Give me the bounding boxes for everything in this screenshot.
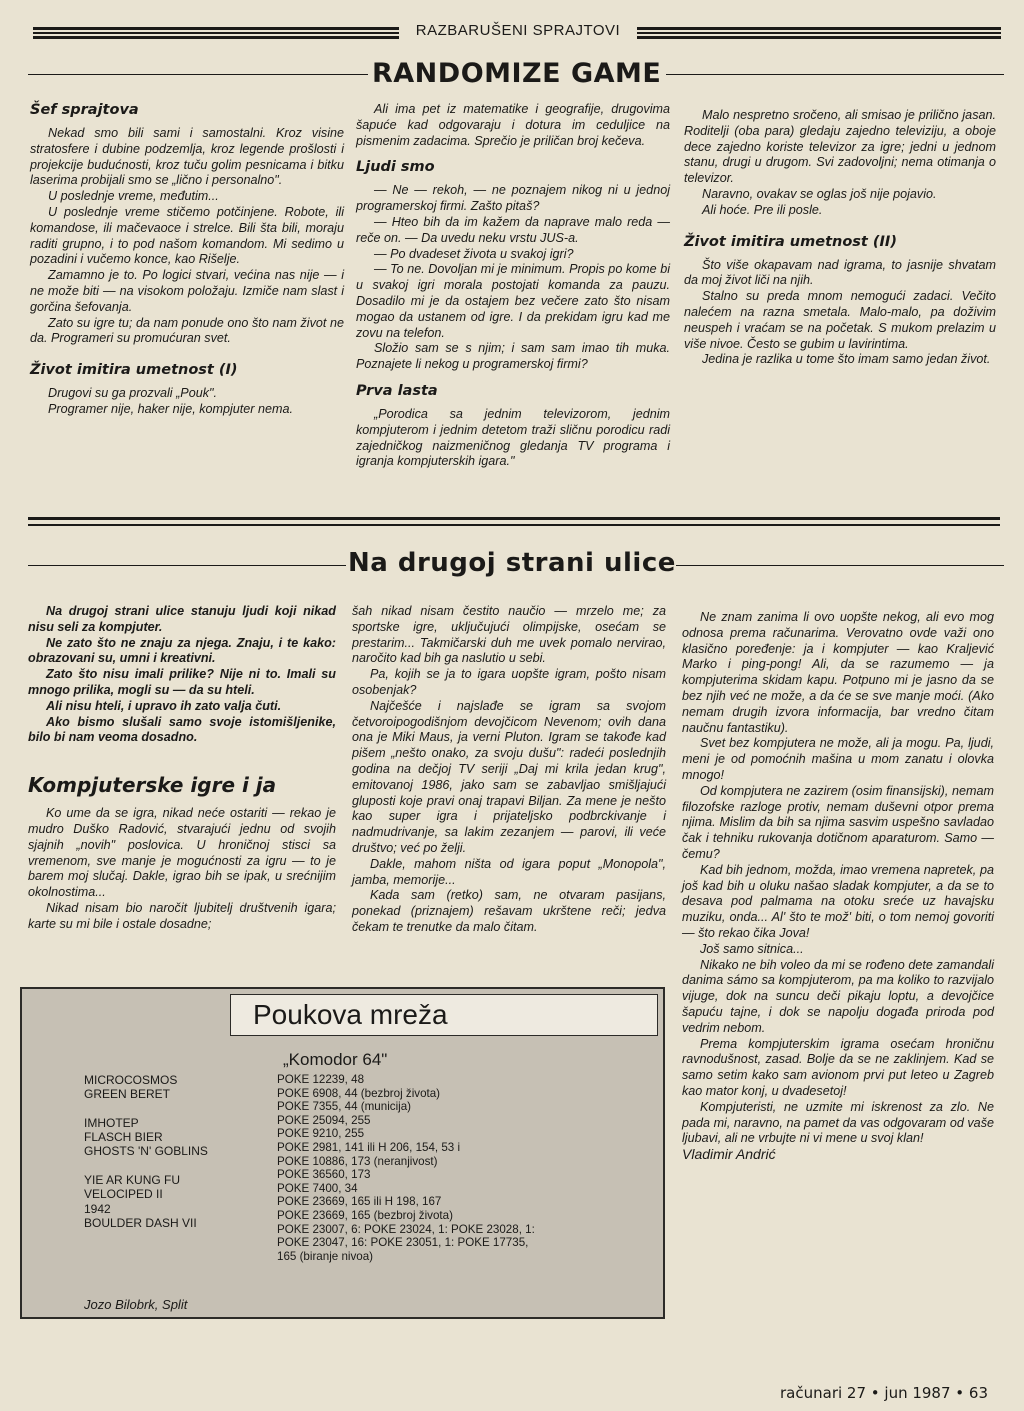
paragraph: — Ne — rekoh, — ne poznajem nikog ni u jednoj programerskoj firmi. Zašto pitaš? <box>356 183 670 214</box>
poke-line: POKE 7400, 34 <box>277 1181 358 1195</box>
game-name: MICROCOSMOS <box>84 1073 178 1087</box>
paragraph: Što više okapavam nad igrama, to jasnije shvatam da moj život liči na njih. <box>684 257 996 288</box>
platform-subtitle: „Komodor 64" <box>283 1050 388 1069</box>
paragraph: Dakle, mahom ništa od igara poput „Monopola", jamba, memorije... <box>352 856 666 887</box>
poke-line: POKE 25094, 255 <box>277 1113 371 1127</box>
lead-paragraph: Ali nisu hteli, i upravo ih zato valja čuti. <box>46 698 282 713</box>
game-spacer <box>84 1159 274 1173</box>
article1-column-2 <box>356 102 670 470</box>
paragraph: — Hteo bih da im kažem da naprave malo reda — reče on. — Da uvedu neku vrstu JUS-a. <box>356 214 670 245</box>
poke-line: POKE 23669, 165 (bezbroj života) <box>277 1208 453 1222</box>
paragraph: Kad bih jednom, možda, imao vremena napretek, pa još kad bih u oluku našao sladak kompjuter, a da se to desava pod palmama na otoku sreće uz havajsku muziku, onda... Al' što te mož' biti, o tom nemoj govoriti — što rekao čika Jova! <box>682 862 994 940</box>
poke-line: 165 (biranje nivoa) <box>277 1249 374 1263</box>
poke-line: POKE 23007, 6: POKE 23024, 1: POKE 23028, 1: <box>277 1222 535 1236</box>
title2-rule-left <box>28 565 346 566</box>
article2-column-2 <box>352 604 666 936</box>
paragraph: U poslednje vreme, međutim... <box>48 189 219 204</box>
section-heading: Prva lasta <box>356 382 438 399</box>
lead-paragraph: Ne zato što ne znaju za njega. Znaju, i te kako: obrazovani su, umni i kreativni. <box>28 635 336 666</box>
paragraph: Prema kompjuterskim igrama osećam hroničnu ravnodušnost, zasad. Bolje da se ne zaklinjem. Kad se samo setim kako sam avionom prvi put leteo u Zagreb kao mator konj, u dvadesetoj! <box>682 1036 994 1098</box>
article-separator <box>28 517 1000 526</box>
tips-box-title: Poukova mreža <box>230 994 658 1036</box>
poke-list <box>277 1049 622 1263</box>
section-heading: Život imitira umetnost (I) <box>30 362 238 379</box>
poke-line: POKE 36560, 173 <box>277 1168 371 1182</box>
paragraph: Ko ume da se igra, nikad neće ostariti — rekao je mudro Duško Radović, stvarajući jednu od svojih sjajnih „novih" poslovica. U hroničnoj stisci sa vremenom, sve manje je mogućnosti za igru — to je barem moj slučaj. Dakle, igrao bih se ipak, u srećnijim okolnostima... <box>28 806 336 900</box>
paragraph: Ali ima pet iz matematike i geografije, drugovima šapuće kad odgovaraju i dotura im ceduljice na pismenim zadacima. Sprečio je priličan broj kečeva. <box>356 102 670 148</box>
game-name: BOULDER DASH VII <box>84 1215 197 1230</box>
poke-line: POKE 23047, 16: POKE 23051, 1: POKE 17735, <box>277 1236 529 1250</box>
poke-line: POKE 7355, 44 (municija) <box>277 1100 412 1114</box>
game-name: VELOCIPED II <box>84 1187 163 1202</box>
game-list <box>84 1073 274 1230</box>
paragraph: Kompjuteristi, ne uzmite mi iskrenost za zlo. Ne pada mi, naravno, na pamet da vas odgovaram od vaše ljubavi, ali ne vrbujte ni vi mene u svoj klan! <box>682 1099 994 1146</box>
poke-line: POKE 10886, 173 (neranjivost) <box>277 1154 438 1168</box>
paragraph: Još samo sitnica... <box>700 941 804 956</box>
tips-author: Jozo Bilobrk, Split <box>84 1297 188 1312</box>
paragraph: U poslednje vreme stičemo potčinjene. Robote, ili komandose, ili mačevaoce i strelce. Bili šta bili, moraju raditi grupno, i to pod našom komandom. Mi sedimo u pozadini i vučemo konce, kao Rišelje. <box>30 204 344 267</box>
article-title: RANDOMIZE GAME <box>372 58 662 89</box>
title2-rule-right <box>676 565 1004 566</box>
poke-line: POKE 12239, 48 <box>277 1073 365 1086</box>
paragraph: Programer nije, haker nije, kompjuter nema. <box>48 401 293 416</box>
lead-paragraph: Na drugoj strani ulice stanuju ljudi koji nikad nisu seli za kompjuter. <box>28 604 336 634</box>
paragraph: Stalno su preda mnom nemogući zadaci. Večito nalećem na razna smetala. Malo-malo, pa doživim neuspeh i vraćam se na početak. S mukom prelazim u više nivoe. Često se gubim u lavirintima. <box>684 289 996 351</box>
paragraph: šah nikad nisam čestito naučio — mrzelo me; za sportske igre, uključujući olimpijske, osećam se prestarim... Takmičarski duh me uvek pomalo nervirao, naročito kad bih ga naslutio u sebi. <box>352 604 666 666</box>
section-label: RAZBARUŠENI SPRAJTOVI <box>415 22 621 39</box>
paragraph: Svet bez kompjutera ne može, ali ja mogu. Pa, ljudi, meni je od pomoćnih mašina u mom zanatu i olovka mnogo! <box>682 736 994 782</box>
article2-column-1 <box>28 604 336 933</box>
paragraph: Drugovi su ga prozvali „Pouk". <box>48 386 217 401</box>
paragraph: — Po dvadeset života u svakoj igri? <box>374 246 574 261</box>
paragraph: Nikad nisam bio naročit ljubitelj društvenih igara; karte su mi bile i ostale dosadne; <box>28 900 336 931</box>
poke-line: POKE 23669, 165 ili H 198, 167 <box>277 1195 442 1209</box>
paragraph: Zamamno je to. Po logici stvari, većina nas nije — i ne može biti — na visokom položaju. Izmiče nam slast i gorčina šefovanja. <box>30 268 344 314</box>
header-rule-left <box>33 27 399 39</box>
section-heading: Ljudi smo <box>356 159 435 176</box>
game-spacer <box>84 1102 274 1116</box>
header-rule-right <box>637 27 1001 39</box>
paragraph: Od kompjutera ne zazirem (osim finansijski), nemam filozofske razloge protiv, nemam duševni otpor prema njima. Mislim da bih sa njima sasvim uspešno savladao čak i tehniku rukovanja dotičnom aparaturom. Samo — čemu? <box>682 783 994 861</box>
page-footer: računari 27 • jun 1987 • 63 <box>780 1384 988 1402</box>
article2-title: Na drugoj strani ulice <box>348 548 676 578</box>
article1-column-1 <box>30 92 344 418</box>
game-name: GREEN BERET <box>84 1087 171 1102</box>
paragraph: Kada sam (retko) sam, ne otvaram pasijans, ponekad (priznajem) rešavam ukrštene reči; jedva čekam te trenutke da malo čitam. <box>352 888 666 934</box>
article2-subheading: Kompjuterske igre i ja <box>28 773 277 798</box>
tips-box <box>20 987 665 1319</box>
paragraph: Ne znam zanima li ovo uopšte nekog, ali evo mog odnosa prema računarima. Verovatno ovde važi ono klasično poređenje: ja i kompjuter — kao Kraljević Marko i ping-pong! Ali, da se razumemo — ja kompjuterima skidam kapu. Potpuno mi je jasno da se bez njih već ne može, a da će se sve manje moći. (Ako nemam drugih izvora informacija, bar vredno čitam naučnu fantastiku). <box>682 610 994 735</box>
title-rule-left <box>28 74 368 75</box>
paragraph: — To ne. Dovoljan mi je minimum. Propis po kome bi u svakoj igri morala postojati komanda za pauzu. Dosadilo mi je da ostajem bez večere zato što nisam mogao da ustanem od igre. I da prekidam igru kad me zovu na telefon. <box>356 262 670 340</box>
paragraph: Jedina je razlika u tome što imam samo jedan život. <box>702 352 991 367</box>
paragraph: Složio sam se s njim; i sam sam imao tih muka. Poznajete li nekog u programerskoj firmi? <box>356 341 670 372</box>
lead-paragraph: Zato što nisu imali prilike? Nije ni to. Imali su mnogo prilika, mogli su — da su hteli. <box>28 667 336 697</box>
paragraph: Nikako ne bih voleo da mi se rođeno dete zamandali danima sámo sa kompjuterom, pa ma koliko to razvijalo vijuge, dok na suncu deči pikaju loptu, a devojčice šapuću tajne, i dok se napolju događa priroda pod vedrim nebom. <box>682 957 994 1035</box>
poke-line: POKE 2981, 141 ili H 206, 154, 53 i <box>277 1140 461 1154</box>
paragraph: Pa, kojih se ja to igara uopšte igram, pošto nisam osobenjak? <box>352 667 666 697</box>
section-heading: Život imitira umetnost (II) <box>684 233 897 250</box>
game-name: GHOSTS 'N' GOBLINS <box>84 1144 208 1159</box>
paragraph: Nekad smo bili sami i samostalni. Kroz visine stratosfere i dubine podzemlja, kroz legende prošlosti i projekcije budućnosti, kroz tuču golim pesnicama i bitku laserima probijali smo se „lično i personalno". <box>30 126 344 188</box>
game-name: IMHOTEP <box>84 1115 139 1130</box>
paragraph: Najčešće i najslađe se igram sa svojom četvoroipogodišnjom devojčicom Nevenom; ovih dana ona je Miki Maus, ja verni Pluton. Igram se takođe kad pišem „nešto onako, za svoju dušu": radeći poslednjih godina na dečjoj TV seriji „Daj mi krila jedan krug", emitovanoj 1986, jako sam se zabavljao smišljajući gluposti koje pravi onaj trapavi Biljan. Za mene je nešto kao super igra i prijateljsko podbrckivanje i nadmudrivanje, sa lakim zezanjem — parovi, ili veće društvo; već po želji. <box>352 698 666 855</box>
paragraph: Malo nespretno sročeno, ali smisao je prilično jasan. Roditelji (oba para) gledaju zajedno televiziju, a oboje dece zajedno koriste televizor za igre; jedni u jednom stanu, drugi u drugom. Svi zadovoljni; nema otimanja o televizor. <box>684 108 996 186</box>
paragraph: „Porodica sa jednim televizorom, jednim kompjuterom i jednim detetom traži sličnu porodicu radi zajedničkog naizmeničnog gledanja TV programa i igranja kompjuterskih igara." <box>356 406 670 469</box>
title-rule-right <box>666 74 1004 75</box>
poke-line: POKE 6908, 44 (bezbroj života) <box>277 1086 441 1100</box>
paragraph: Zato su igre tu; da nam ponude ono što nam život ne da. Programeri su promućuran svet. <box>30 315 344 346</box>
game-name: FLASCH BIER <box>84 1130 163 1145</box>
game-name: YIE AR KUNG FU <box>84 1173 181 1188</box>
paragraph: Ali hoće. Pre ili posle. <box>702 202 823 217</box>
article2-column-3 <box>682 610 994 1163</box>
lead-paragraph: Ako bismo slušali samo svoje istomišljenike, bilo bi nam veoma dosadno. <box>28 714 336 745</box>
poke-line: POKE 9210, 255 <box>277 1127 365 1141</box>
paragraph: Naravno, ovakav se oglas još nije pojavio. <box>702 186 937 201</box>
game-name: 1942 <box>84 1201 111 1216</box>
article1-column-3 <box>684 108 996 368</box>
section-heading: Šef sprajtova <box>30 102 139 118</box>
author-signature: Vladimir Andrić <box>682 1146 776 1163</box>
